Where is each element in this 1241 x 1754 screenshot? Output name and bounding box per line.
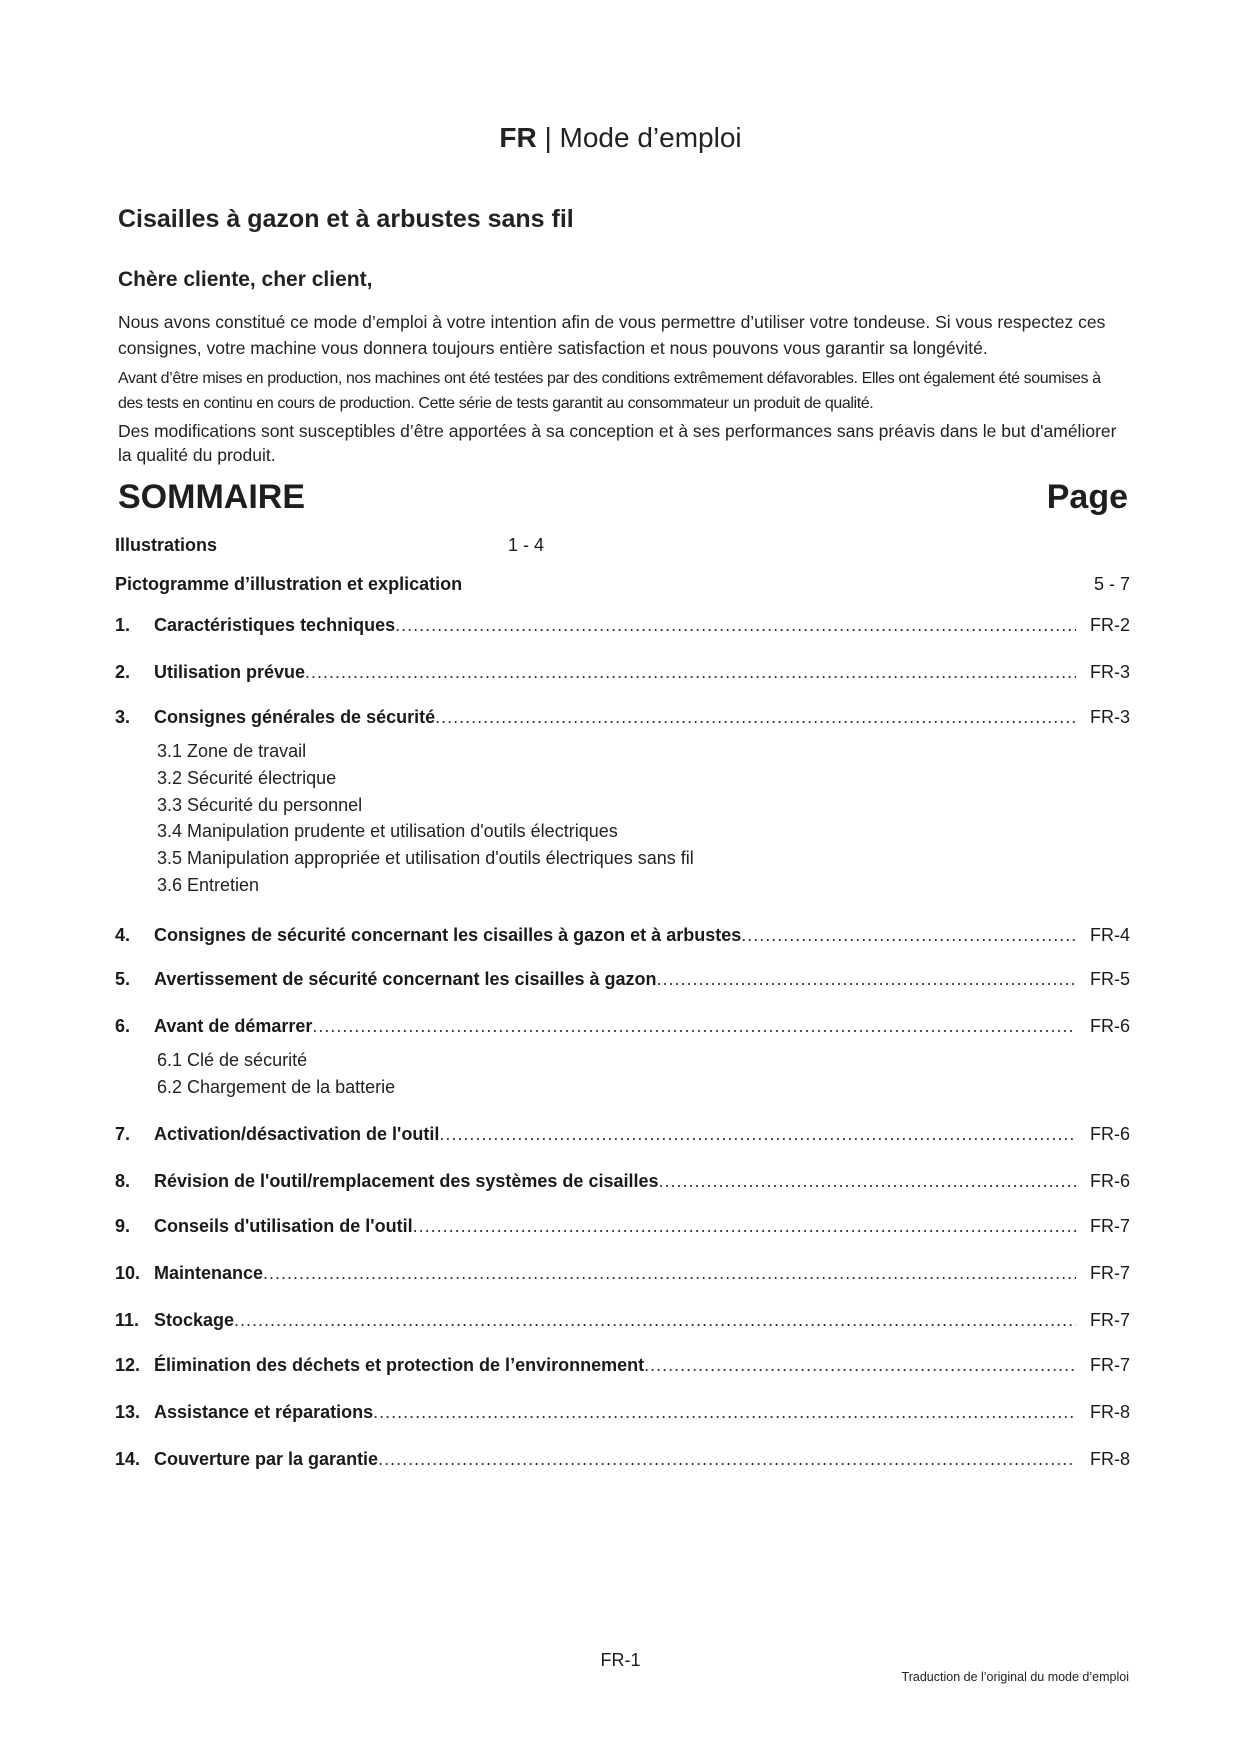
toc-subentry-3-2: 3.2 Sécurité électrique <box>157 768 337 788</box>
toc-entry-title: Caractéristiques techniques <box>154 615 396 635</box>
toc-entry-13 <box>115 1402 1130 1428</box>
toc-entry-2 <box>115 662 1130 688</box>
toc-entry-title: Stockage <box>154 1310 235 1330</box>
toc-leader-dots <box>395 615 1076 636</box>
toc-entry-title: Activation/désactivation de l'outil <box>154 1124 440 1144</box>
toc-entry-page: FR-8 <box>1090 1402 1130 1422</box>
toc-leader-dots <box>378 1449 1076 1470</box>
toc-entry-page: FR-3 <box>1090 707 1130 727</box>
toc-entry-page: FR-7 <box>1090 1310 1130 1330</box>
toc-entry-title: Consignes générales de sécurité <box>154 707 436 727</box>
toc-illustrations <box>115 535 1130 561</box>
toc-entry-title: Révision de l'outil/remplacement des systèmes de cisailles <box>154 1171 659 1191</box>
toc-entry-title: Maintenance <box>154 1263 264 1283</box>
header-language: FR <box>499 122 537 153</box>
toc-entry-8 <box>115 1171 1130 1197</box>
toc-entry-page: FR-7 <box>1090 1216 1130 1236</box>
toc-entry-6 <box>115 1016 1130 1042</box>
toc-subentry-3-1: 3.1 Zone de travail <box>157 741 307 761</box>
pictogram-pages: 5 - 7 <box>1093 574 1130 594</box>
toc-entry-page: FR-6 <box>1090 1171 1130 1191</box>
toc-entry-title: Avant de démarrer <box>154 1016 313 1036</box>
toc-pictogram <box>115 574 1130 600</box>
toc-entry-page: FR-7 <box>1090 1263 1130 1283</box>
toc-leader-dots <box>413 1216 1076 1237</box>
toc-entry-number: 3. <box>115 707 131 727</box>
toc-leader-dots <box>659 1171 1076 1192</box>
illustrations-pages: 1 - 4 <box>508 535 545 555</box>
toc-leader-dots <box>435 707 1076 728</box>
toc-entry-title: Élimination des déchets et protection de l’environnement <box>154 1355 645 1375</box>
page-header <box>0 122 1241 154</box>
toc-leader-dots <box>373 1402 1076 1423</box>
toc-entry-number: 7. <box>115 1124 131 1144</box>
toc-entry-title: Consignes de sécurité concernant les cisailles à gazon et à arbustes <box>154 925 742 945</box>
toc-entry-11 <box>115 1310 1130 1336</box>
toc-leader-dots <box>439 1124 1076 1145</box>
toc-entry-page: FR-6 <box>1090 1016 1130 1036</box>
toc-page-label: Page <box>1046 478 1128 516</box>
toc-leader-dots <box>312 1016 1076 1037</box>
toc-entry-number: 9. <box>115 1216 131 1236</box>
toc-entry-page: FR-3 <box>1090 662 1130 682</box>
translation-note: Traduction de l’original du mode d’emploi <box>901 1670 1129 1684</box>
toc-entry-page: FR-2 <box>1090 615 1130 635</box>
toc-entry-title: Assistance et réparations <box>154 1402 374 1422</box>
toc-leader-dots <box>741 925 1076 946</box>
toc-leader-dots <box>657 969 1076 990</box>
toc-entry-title: Utilisation prévue <box>154 662 306 682</box>
illustrations-label: Illustrations <box>115 535 218 555</box>
toc-subentry-3-3: 3.3 Sécurité du personnel <box>157 795 363 815</box>
toc-leader-dots <box>234 1310 1076 1331</box>
toc-subentry-3-4: 3.4 Manipulation prudente et utilisation d'outils électriques <box>157 821 618 841</box>
toc-entry-number: 10. <box>115 1263 141 1283</box>
intro-paragraph-3: Des modifications sont susceptibles d’être apportées à sa conception et à ses performances sans préavis dans le but d'améliorer la qualité du produit. <box>118 421 1117 465</box>
toc-leader-dots <box>263 1263 1076 1284</box>
toc-entry-number: 8. <box>115 1171 131 1191</box>
toc-entry-9 <box>115 1216 1130 1242</box>
toc-subentry-3-6: 3.6 Entretien <box>157 875 260 895</box>
toc-title: SOMMAIRE <box>118 478 305 516</box>
toc-heading <box>118 478 1128 522</box>
document-title: Cisailles à gazon et à arbustes sans fil <box>118 205 574 233</box>
toc-entry-title: Conseils d'utilisation de l'outil <box>154 1216 413 1236</box>
toc-entry-page: FR-7 <box>1090 1355 1130 1375</box>
toc-subentry-6-1: 6.1 Clé de sécurité <box>157 1050 308 1070</box>
toc-entry-5 <box>115 969 1130 995</box>
toc-entry-1 <box>115 615 1130 641</box>
header-separator: | <box>536 122 560 153</box>
toc-entry-number: 11. <box>115 1310 140 1330</box>
toc-entry-number: 4. <box>115 925 131 945</box>
greeting: Chère cliente, cher client, <box>118 268 373 291</box>
intro-paragraph-1: Nous avons constitué ce mode d’emploi à votre intention afin de vous permettre d’utiliser votre tondeuse. Si vous respectez ces consignes, votre machine vous donnera toujours entière satisfaction et nous pouvons vous garantir sa longévité. <box>118 312 1106 358</box>
toc-leader-dots <box>305 662 1076 683</box>
toc-subentry-3-5: 3.5 Manipulation appropriée et utilisation d'outils électriques sans fil <box>157 848 694 868</box>
toc-entry-3 <box>115 707 1130 733</box>
toc-entry-number: 2. <box>115 662 131 682</box>
toc-entry-number: 5. <box>115 969 131 989</box>
toc-entry-14 <box>115 1449 1130 1475</box>
toc-entry-10 <box>115 1263 1130 1289</box>
toc-entry-page: FR-5 <box>1090 969 1130 989</box>
intro-paragraph-2: Avant d’être mises en production, nos machines ont été testées par des conditions extrêmement défavorables. Elles ont également été soumises à des tests en continu en cours de production. Cette série de tests garantit au consommateur un produit de qualité. <box>118 370 1101 412</box>
toc-entry-page: FR-8 <box>1090 1449 1130 1469</box>
header-title: Mode d’emploi <box>559 122 742 153</box>
toc-entry-number: 1. <box>115 615 131 635</box>
toc-entry-number: 13. <box>115 1402 141 1422</box>
toc-entry-number: 6. <box>115 1016 131 1036</box>
toc-entry-7 <box>115 1124 1130 1150</box>
toc-entry-4 <box>115 925 1130 951</box>
toc-subentry-6-2: 6.2 Chargement de la batterie <box>157 1077 396 1097</box>
toc-entry-number: 14. <box>115 1449 141 1469</box>
toc-entry-12 <box>115 1355 1130 1381</box>
toc-entry-page: FR-4 <box>1090 925 1130 945</box>
toc-entry-number: 12. <box>115 1355 141 1375</box>
page-number: FR-1 <box>600 1650 641 1670</box>
toc-entry-page: FR-6 <box>1090 1124 1130 1144</box>
toc-leader-dots <box>644 1355 1076 1376</box>
toc-entry-title: Couverture par la garantie <box>154 1449 379 1469</box>
pictogram-label: Pictogramme d’illustration et explication <box>115 574 463 594</box>
toc-entry-title: Avertissement de sécurité concernant les cisailles à gazon <box>154 969 657 989</box>
